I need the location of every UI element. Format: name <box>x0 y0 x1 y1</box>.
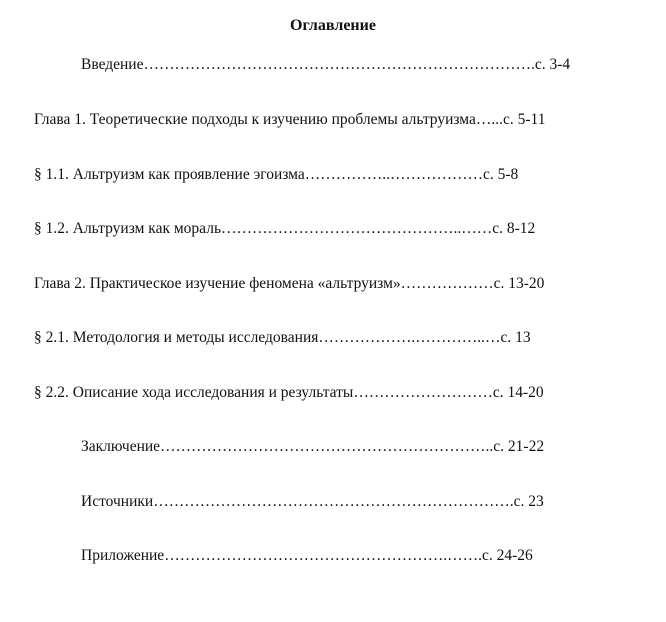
toc-entry-sources: Источники…………………………………………………………….с. 23 <box>81 493 544 510</box>
toc-entry-section-1-1: § 1.1. Альтруизм как проявление эгоизма……………..………………с. 5-8 <box>34 166 519 183</box>
toc-entry-section-1-2: § 1.2. Альтруизм как мораль………………………………………..……с. 8-12 <box>34 220 536 237</box>
toc-entry-introduction: Введение………………………………………………………………….с. 3-4 <box>81 56 571 73</box>
toc-title: Оглавление <box>290 17 376 34</box>
toc-entry-appendix: Приложение……………………………………………….…….с. 24-26 <box>81 547 533 564</box>
toc-entry-chapter-2: Глава 2. Практическое изучение феномена «альтруизм»………………с. 13-20 <box>34 275 545 292</box>
toc-entry-chapter-1: Глава 1. Теоретические подходы к изучению проблемы альтруизма…...с. 5-11 <box>34 111 546 128</box>
toc-entry-section-2-1: § 2.1. Методология и методы исследования……………….…………..…с. 13 <box>34 329 531 346</box>
toc-entry-conclusion: Заключение………………………………………………………..с. 21-22 <box>81 438 545 455</box>
toc-entry-section-2-2: § 2.2. Описание хода исследования и результаты………………………с. 14-20 <box>34 384 544 401</box>
